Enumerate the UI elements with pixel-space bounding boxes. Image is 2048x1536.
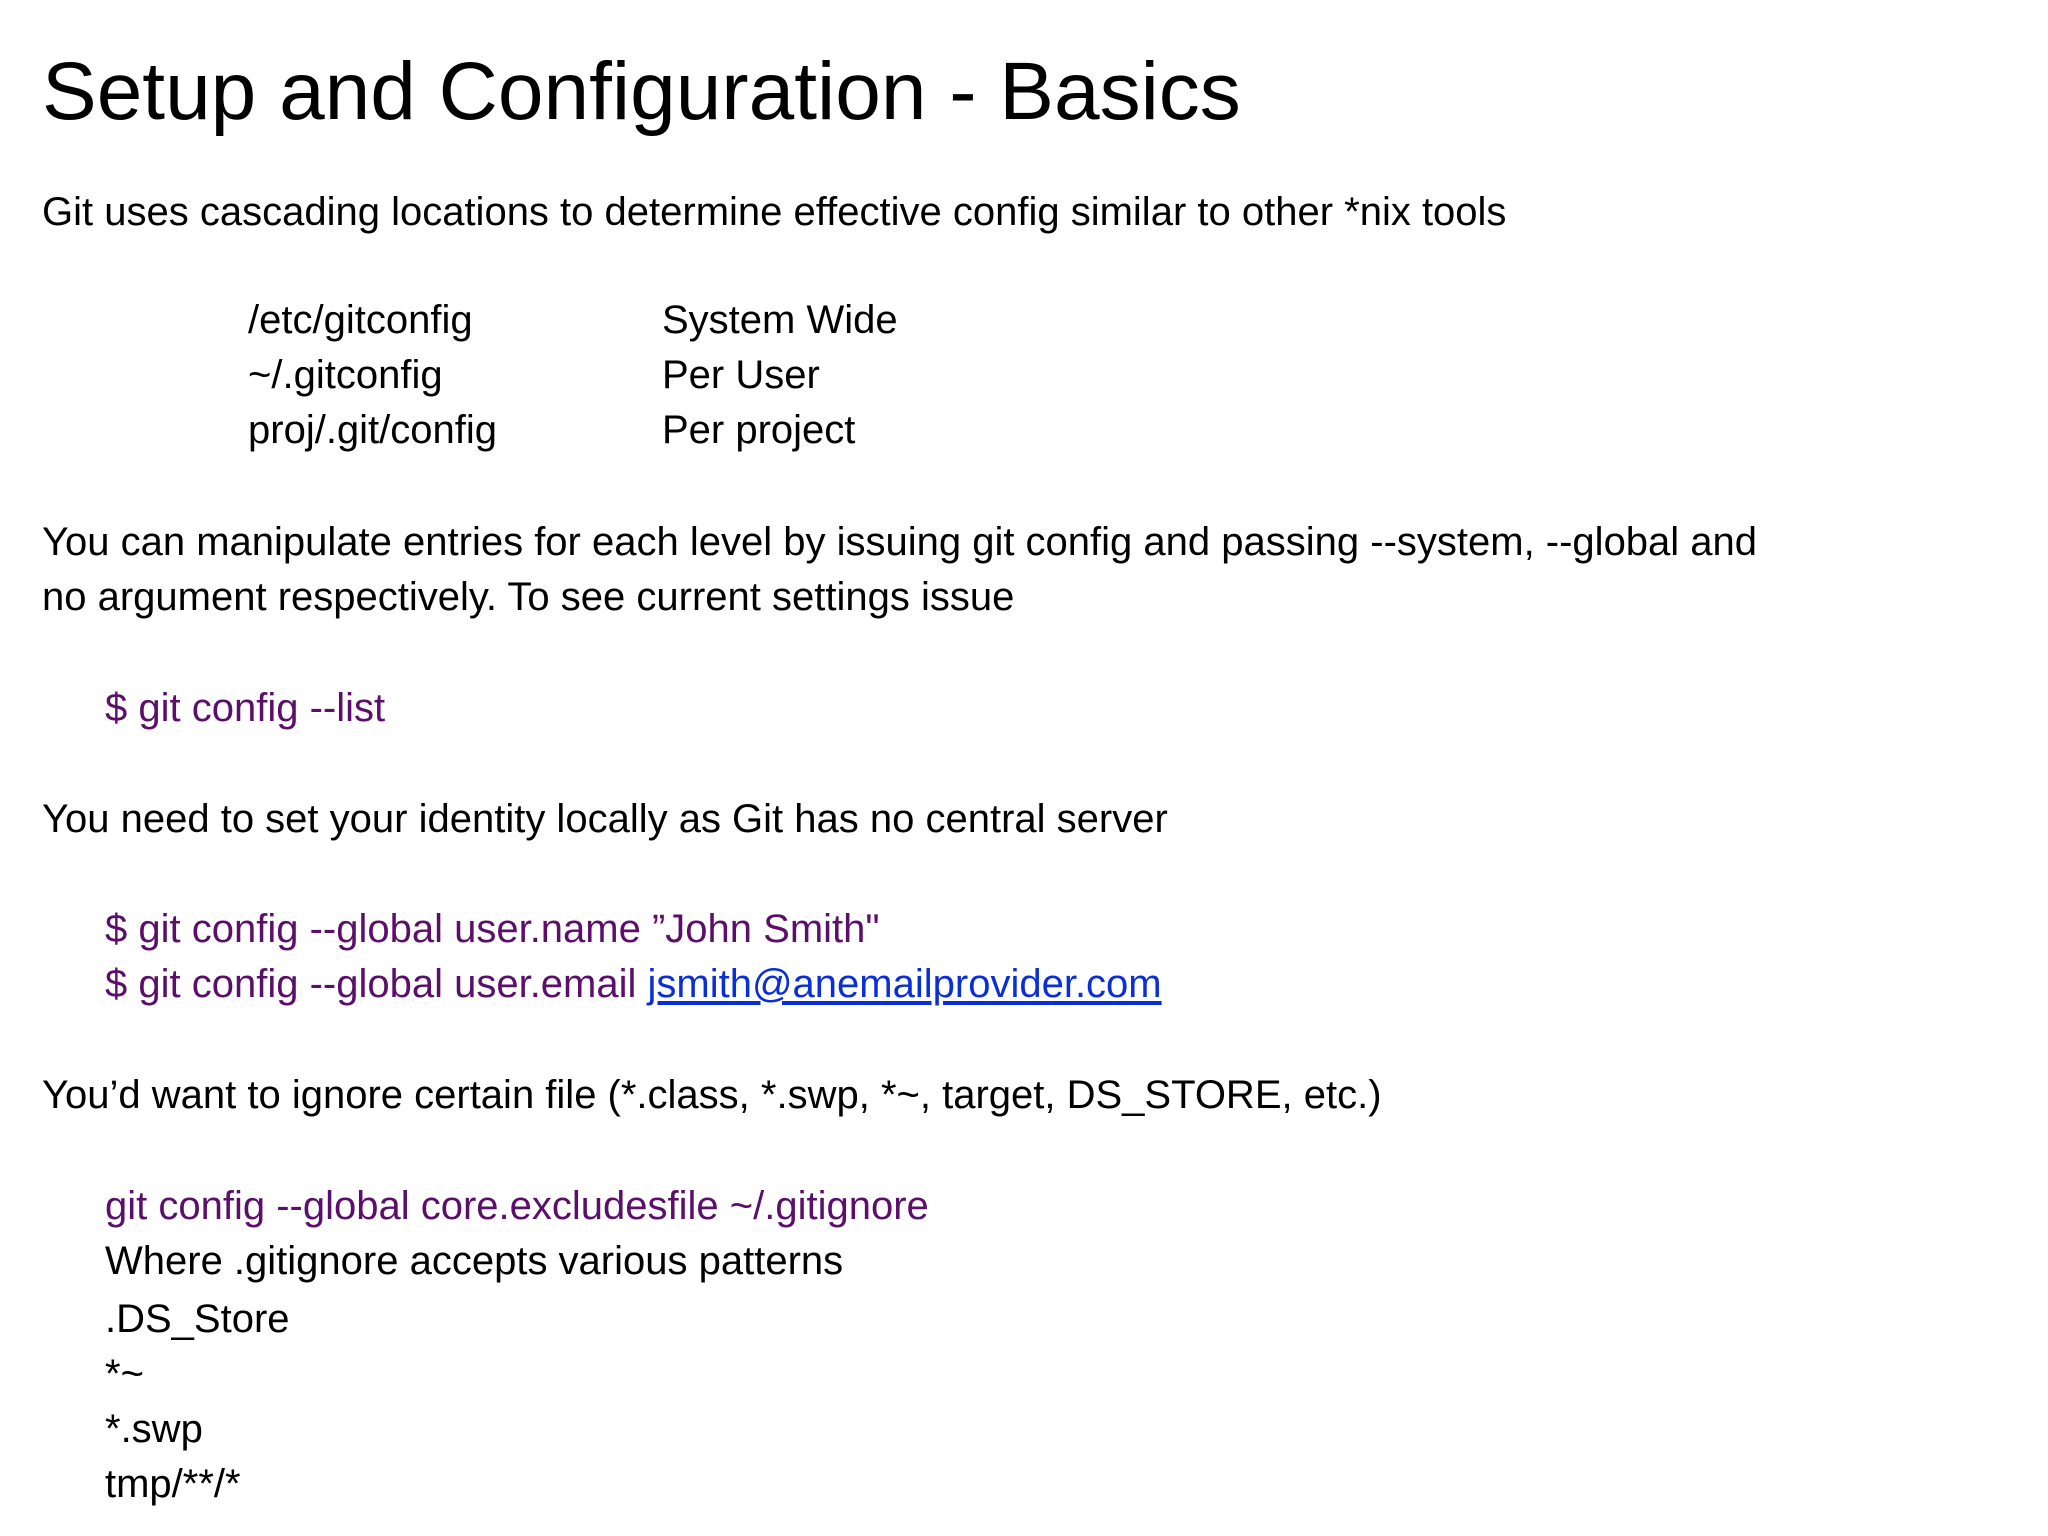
location-path-user: ~/.gitconfig — [248, 353, 443, 397]
intro-text: Git uses cascading locations to determine effective config similar to other *nix tools — [42, 190, 1507, 234]
manipulate-text-line-2: no argument respectively. To see current settings issue — [42, 575, 1015, 619]
pattern-swp: *.swp — [105, 1407, 203, 1451]
pattern-tilde: *~ — [105, 1352, 144, 1396]
command-config-list: $ git config --list — [105, 686, 386, 730]
identity-text: You need to set your identity locally as Git has no central server — [42, 797, 1168, 841]
location-desc-system: System Wide — [662, 298, 898, 342]
location-path-system: /etc/gitconfig — [248, 298, 473, 342]
gitignore-note: Where .gitignore accepts various patterns — [105, 1239, 844, 1283]
pattern-ds-store: .DS_Store — [105, 1297, 290, 1341]
pattern-tmp: tmp/**/* — [105, 1462, 241, 1506]
command-user-email — [105, 958, 1162, 1010]
ignore-text: You’d want to ignore certain file (*.class, *.swp, *~, target, DS_STORE, etc.) — [42, 1073, 1382, 1117]
manipulate-text-line-1: You can manipulate entries for each level by issuing git config and passing --system, --global and — [42, 520, 1758, 564]
location-desc-project: Per project — [662, 408, 856, 452]
command-user-email-prefix: $ git config --global user.email — [105, 962, 648, 1006]
location-path-project: proj/.git/config — [248, 408, 498, 452]
slide-title: Setup and Configuration - Basics — [42, 46, 1241, 137]
location-desc-user: Per User — [662, 353, 820, 397]
email-link[interactable]: jsmith@anemailprovider.com — [647, 962, 1162, 1006]
command-user-name: $ git config --global user.name ”John Smith" — [105, 907, 880, 951]
command-excludesfile: git config --global core.excludesfile ~/.gitignore — [105, 1184, 929, 1228]
